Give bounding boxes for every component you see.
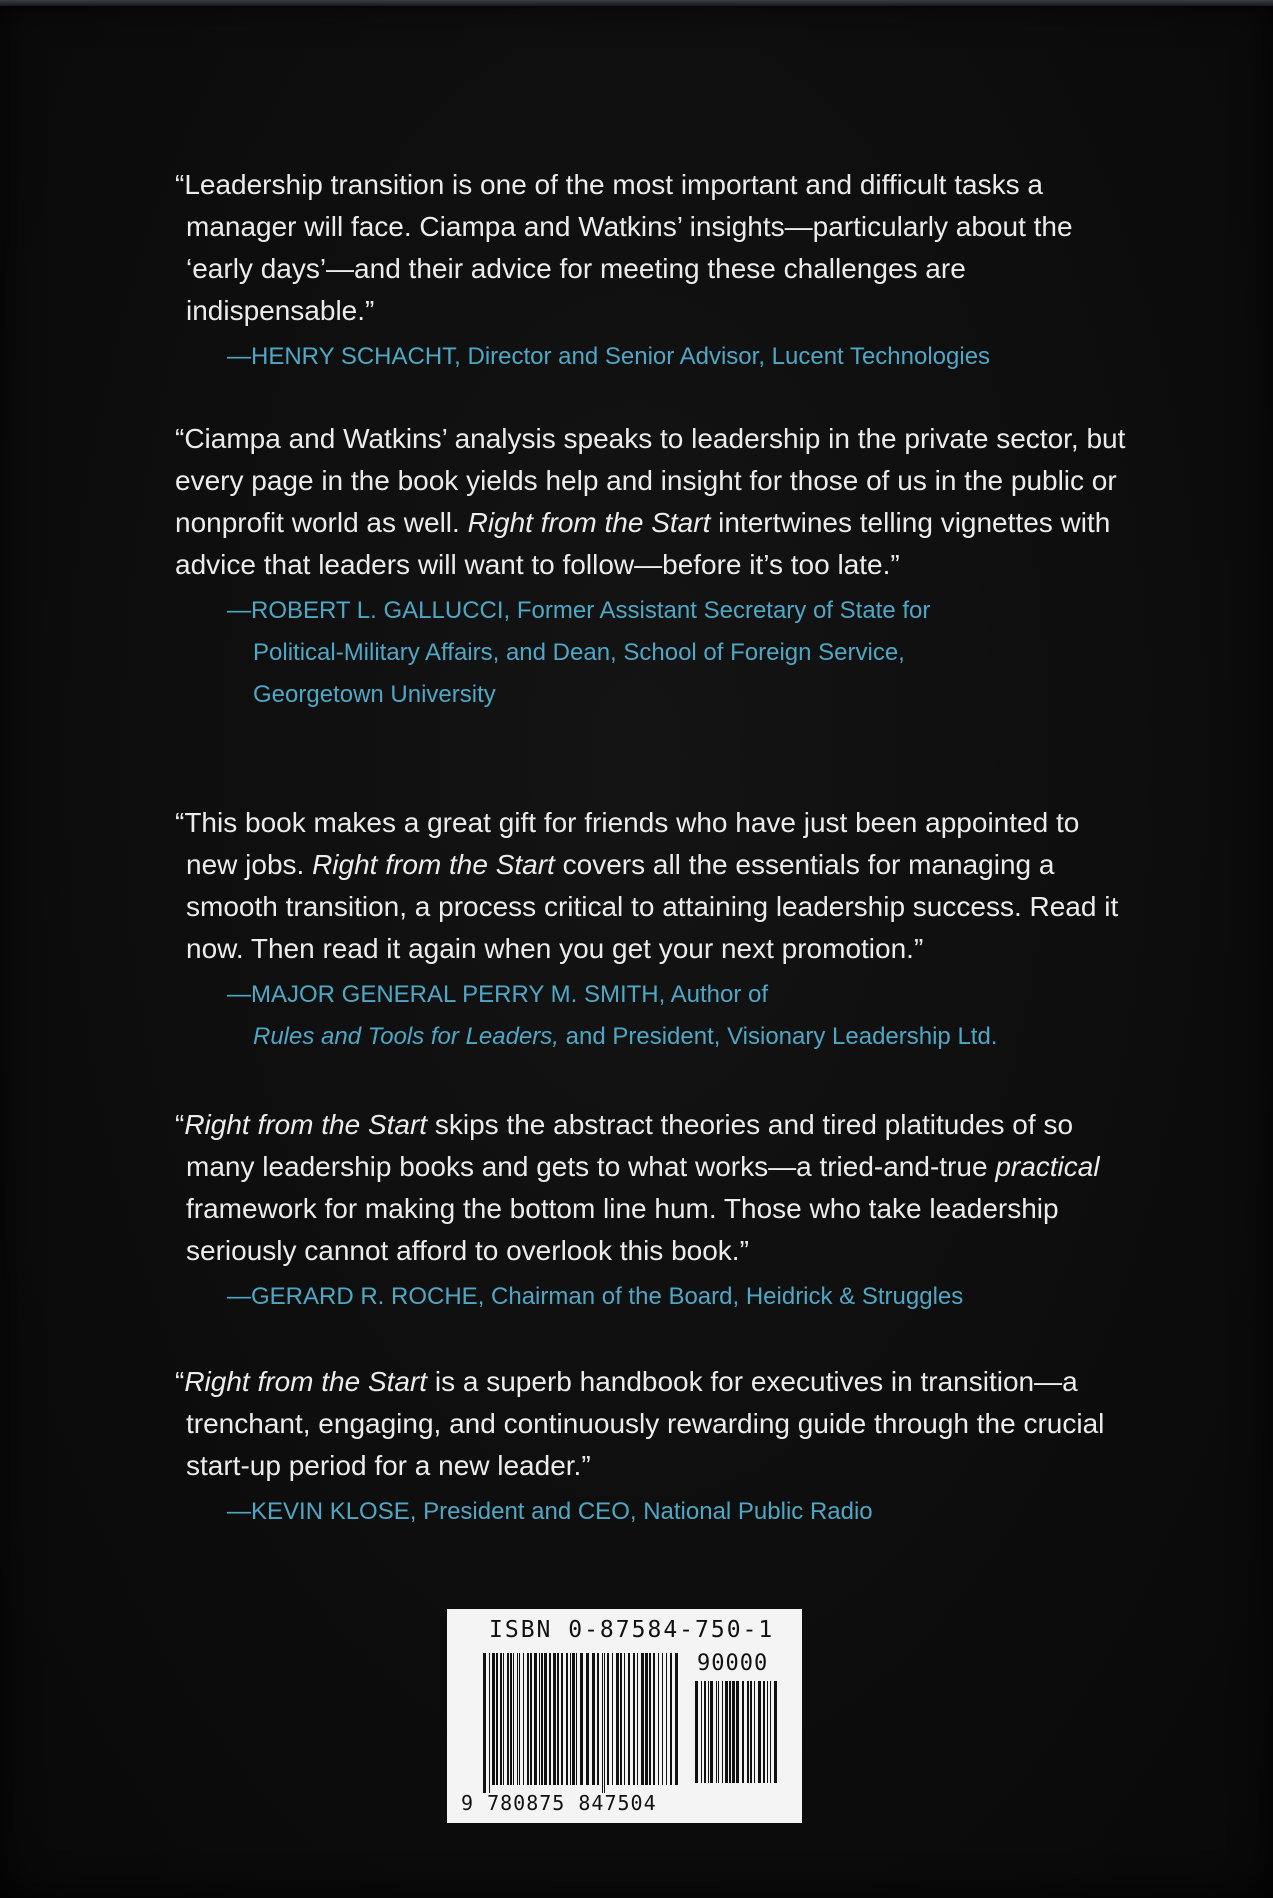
quote-2-author: —ROBERT L. GALLUCCI,	[227, 597, 511, 624]
quote-4-text	[175, 1104, 1135, 1272]
quote-3-author-title: Author of	[670, 981, 769, 1008]
barcode-bar	[732, 1681, 735, 1783]
barcode-bar	[675, 1653, 678, 1785]
barcode-bar	[602, 1653, 603, 1793]
quote-2-book-title: Right from the Start	[467, 507, 711, 538]
quote-1-attribution	[227, 336, 1135, 378]
barcode-bar	[557, 1653, 559, 1785]
quote-2-text	[175, 418, 1135, 586]
barcode-bar	[637, 1653, 638, 1785]
barcode-bar	[549, 1653, 551, 1785]
barcode-bar	[767, 1681, 768, 1783]
barcode-bar	[539, 1653, 540, 1785]
barcode-bar	[530, 1653, 532, 1785]
quote-2	[175, 418, 1135, 716]
quote-3-text-part2: covers all the essentials for managing a smooth transition, a process critical to attaining leadership success. Read it now. Then read it again when you get your next promotion.”	[186, 849, 1119, 964]
barcode-bar	[597, 1653, 599, 1785]
isbn-label: ISBN 0-87584-750-1	[489, 1617, 775, 1643]
barcode-bar	[570, 1653, 571, 1785]
barcode-main-bars	[483, 1653, 679, 1793]
quote-5-open-quote: “	[175, 1366, 185, 1397]
barcode-bar	[534, 1653, 537, 1785]
barcode-bar	[645, 1653, 648, 1785]
barcode-bar	[607, 1653, 609, 1785]
quote-4	[175, 1104, 1135, 1318]
quote-2-author-title: Former Assistant Secretary of State for	[516, 597, 931, 624]
quote-4-book-title: Right from the Start	[184, 1109, 428, 1140]
barcode-bar	[523, 1653, 524, 1785]
barcode-bar	[666, 1653, 667, 1785]
quote-3-book-title: Right from the Start	[312, 849, 555, 880]
quote-3-author-title-line2	[227, 1016, 1135, 1058]
barcode-bar	[662, 1653, 663, 1785]
barcode-bar	[736, 1681, 739, 1783]
cover-top-edge	[0, 0, 1273, 6]
quote-4-attribution	[227, 1276, 1135, 1318]
barcode-bar	[586, 1653, 589, 1785]
barcode-bar	[517, 1653, 518, 1785]
quote-4-author: —GERARD R. ROCHE,	[227, 1283, 485, 1310]
barcode-bar	[653, 1653, 655, 1785]
barcode-bar	[750, 1681, 752, 1783]
barcode-bar	[527, 1653, 529, 1785]
quote-2-author-title-line2: Political-Military Affairs, and Dean, School of Foreign Service,	[253, 639, 905, 666]
quote-1-author: —HENRY SCHACHT,	[227, 343, 461, 370]
isbn-barcode	[447, 1609, 802, 1823]
barcode-bar	[572, 1653, 575, 1785]
quote-5-author: —KEVIN KLOSE,	[227, 1498, 417, 1525]
quote-5-attribution	[227, 1491, 1135, 1533]
quote-1	[175, 164, 1135, 378]
price-code: 90000	[697, 1651, 769, 1676]
quote-3	[175, 802, 1135, 1058]
quote-1-text: “Leadership transition is one of the most important and difficult tasks a manager will face. Ciampa and Watkins’ insights—particularly about the ‘early days’—and their advice for meeting these challenges are indispensable.”	[175, 169, 1073, 326]
barcode-bar	[561, 1653, 563, 1785]
barcode-bar	[489, 1653, 490, 1793]
quote-1-author-title: Director and Senior Advisor, Lucent Technologies	[467, 343, 991, 370]
barcode-bar	[725, 1681, 728, 1783]
quote-5	[175, 1361, 1135, 1533]
barcode-bar	[604, 1653, 605, 1793]
barcode-bar	[718, 1681, 719, 1783]
barcode-bar	[633, 1653, 635, 1785]
barcode-bar	[628, 1653, 630, 1785]
barcode-bar	[566, 1653, 568, 1785]
barcode-bar	[624, 1653, 625, 1785]
barcode-bar	[649, 1653, 651, 1785]
barcode-bar	[710, 1681, 713, 1783]
quote-5-text-part1: is a superb handbook for executives in transition—a trenchant, engaging, and continuously rewarding guide through the crucial start-up period for a new leader.”	[186, 1366, 1105, 1481]
barcode-bar	[507, 1653, 509, 1785]
quote-5-text	[175, 1361, 1135, 1487]
barcode-bar	[553, 1653, 556, 1785]
ean-digits: 9 780875 847504	[461, 1791, 657, 1815]
barcode-bar	[641, 1653, 644, 1785]
quote-2-author-title-line3: Georgetown University	[253, 681, 496, 708]
barcode-bar	[620, 1653, 622, 1785]
barcode-bar	[758, 1681, 761, 1783]
barcode-bar	[754, 1681, 755, 1783]
barcode-addon-bars	[695, 1681, 777, 1791]
quote-3-author-role: and President, Visionary Leadership Ltd.	[565, 1023, 998, 1050]
barcode-bar	[519, 1653, 520, 1785]
barcode-bar	[616, 1653, 619, 1785]
barcode-bar	[492, 1653, 495, 1785]
barcode-bar	[483, 1653, 486, 1793]
barcode-bar	[496, 1653, 498, 1785]
quote-2-text-part2: intertwines telling vignettes with advice that leaders will want to follow—before it’s too late.”	[175, 507, 1111, 580]
barcode-bar	[580, 1653, 583, 1785]
barcode-bar	[774, 1681, 777, 1783]
barcode-bar	[747, 1681, 749, 1783]
barcode-bar	[763, 1681, 765, 1783]
barcode-bar	[576, 1653, 577, 1785]
barcode-bar	[722, 1681, 723, 1783]
barcode-bar	[708, 1681, 709, 1783]
quote-2-attribution	[227, 590, 1135, 716]
barcode-bar	[500, 1653, 502, 1785]
barcode-bar	[592, 1653, 595, 1785]
quote-2-text-part1: “Ciampa and Watkins’ analysis speaks to leadership in the private sector, but every page in the book yields help and insight for those of us in the public or nonprofit world as well.	[175, 423, 1126, 538]
quote-4-text-part2: framework for making the bottom line hum. Those who take leadership seriously cannot afford to overlook this book.”	[186, 1193, 1059, 1266]
barcode-bar	[612, 1653, 613, 1785]
quote-4-open-quote: “	[175, 1109, 185, 1140]
barcode-bar	[701, 1681, 702, 1783]
barcode-bar	[742, 1681, 744, 1783]
barcode-bar	[541, 1653, 543, 1785]
barcode-bar	[729, 1681, 731, 1783]
quote-5-author-title: President and CEO, National Public Radio	[423, 1498, 873, 1525]
barcode-bar	[704, 1681, 706, 1783]
barcode-bar	[510, 1653, 512, 1785]
quote-3-text	[175, 802, 1135, 970]
barcode-bar	[770, 1681, 771, 1783]
quote-4-author-title: Chairman of the Board, Heidrick & Struggles	[491, 1283, 964, 1310]
quote-4-text-part1: skips the abstract theories and tired platitudes of so many leadership books and gets to what works—a tried-and-true	[186, 1109, 1074, 1182]
barcode-bar	[670, 1653, 672, 1785]
barcode-bar	[503, 1653, 504, 1785]
quote-3-author: —MAJOR GENERAL PERRY M. SMITH,	[227, 981, 666, 1008]
quote-4-emphasis: practical	[995, 1151, 1100, 1182]
barcode-bar	[716, 1681, 717, 1783]
quote-5-book-title: Right from the Start	[184, 1366, 428, 1397]
quote-3-author-book: Rules and Tools for Leaders,	[253, 1023, 559, 1050]
barcode-bar	[513, 1653, 514, 1785]
barcode-bar	[658, 1653, 659, 1785]
barcode-bar	[695, 1681, 698, 1783]
quote-3-text-part1: “This book makes a great gift for friends who have just been appointed to new jobs.	[175, 807, 1080, 880]
quote-3-attribution	[227, 974, 1135, 1058]
barcode-bar	[544, 1653, 547, 1785]
